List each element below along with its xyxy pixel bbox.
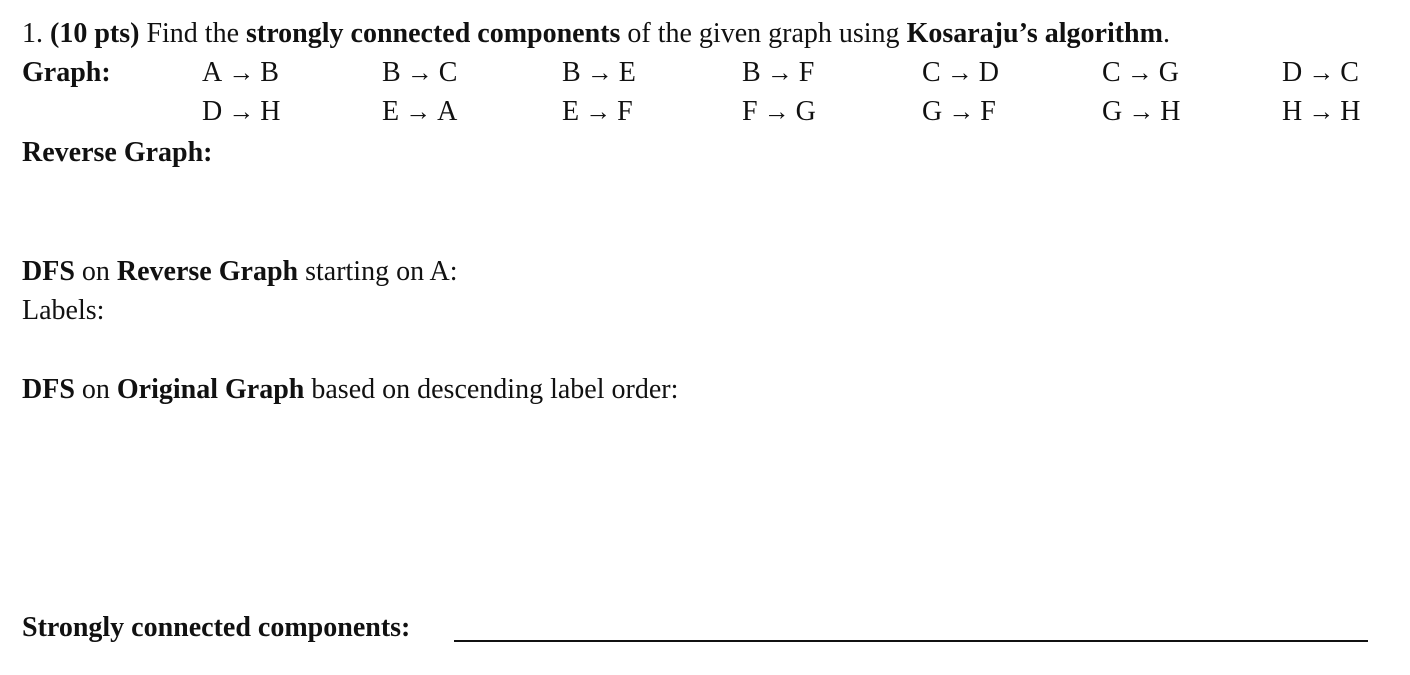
- right-arrow-icon: →: [406, 58, 433, 87]
- graph-edge: [382, 98, 457, 126]
- edge-source: B: [742, 57, 761, 88]
- right-arrow-icon: →: [1126, 58, 1153, 87]
- edge-target: E: [618, 57, 636, 88]
- right-arrow-icon: →: [1308, 58, 1335, 87]
- right-arrow-icon: →: [228, 58, 255, 87]
- dfs-original-text-order: based on descending label order:: [311, 374, 679, 405]
- question-text-1: Find the: [146, 18, 240, 49]
- edge-source: E: [382, 96, 400, 127]
- right-arrow-icon: →: [766, 58, 793, 87]
- graph-edge: [922, 98, 996, 126]
- dfs-reverse-term-dfs: DFS: [22, 256, 75, 287]
- edge-source: E: [562, 96, 580, 127]
- edge-target: F: [617, 96, 633, 127]
- graph-edge: [742, 59, 814, 87]
- graph-edge: [922, 59, 999, 87]
- graph-edge: [1102, 98, 1180, 126]
- question-points: (10 pts): [50, 18, 140, 49]
- question-term-scc: strongly connected components: [246, 18, 621, 49]
- edge-target: C: [438, 57, 458, 88]
- edge-source: D: [1282, 57, 1303, 88]
- question-term-kosaraju: Kosaraju’s algorithm: [906, 18, 1163, 49]
- edge-target: A: [437, 96, 458, 127]
- right-arrow-icon: →: [1128, 97, 1155, 126]
- right-arrow-icon: →: [585, 97, 612, 126]
- edge-source: D: [202, 96, 223, 127]
- graph-edge: [202, 59, 279, 87]
- right-arrow-icon: →: [405, 97, 432, 126]
- edge-source: C: [922, 57, 941, 88]
- edge-target: C: [1340, 57, 1359, 88]
- edge-source: F: [742, 96, 758, 127]
- right-arrow-icon: →: [228, 97, 255, 126]
- graph-edge: [562, 59, 636, 87]
- right-arrow-icon: →: [946, 58, 973, 87]
- question-line: [22, 20, 1170, 48]
- right-arrow-icon: →: [586, 58, 613, 87]
- graph-edge: [382, 59, 457, 87]
- graph-edge: [1282, 59, 1359, 87]
- edge-source: B: [382, 57, 401, 88]
- edge-source: H: [1282, 96, 1303, 127]
- dfs-original-term-dfs: DFS: [22, 374, 75, 405]
- question-period: .: [1162, 18, 1170, 49]
- edge-target: F: [798, 57, 815, 88]
- reverse-graph-label: Reverse Graph:: [22, 137, 213, 168]
- edge-source: G: [922, 96, 943, 127]
- edge-target: H: [1340, 96, 1361, 127]
- dfs-reverse-text-start: starting on A:: [305, 256, 458, 287]
- graph-edge: [202, 98, 280, 126]
- edge-target: H: [260, 96, 281, 127]
- edge-source: C: [1102, 57, 1121, 88]
- scc-answer-line[interactable]: [454, 640, 1368, 642]
- edge-target: G: [795, 96, 816, 127]
- edge-target: H: [1160, 96, 1181, 127]
- dfs-reverse-term-graph: Reverse Graph: [116, 256, 299, 287]
- edge-target: D: [978, 57, 999, 88]
- dfs-reverse-prompt: [22, 258, 458, 286]
- graph-edge: [742, 98, 816, 126]
- edge-target: B: [260, 57, 279, 88]
- dfs-reverse-text-on: on: [81, 256, 110, 287]
- dfs-original-prompt: [22, 376, 678, 404]
- graph-edge: [1102, 59, 1179, 87]
- right-arrow-icon: →: [948, 97, 975, 126]
- dfs-original-term-graph: Original Graph: [116, 374, 305, 405]
- graph-label: Graph:: [22, 57, 111, 88]
- right-arrow-icon: →: [1308, 97, 1335, 126]
- edge-source: B: [562, 57, 581, 88]
- labels-prompt: Labels:: [22, 295, 105, 326]
- edge-source: G: [1102, 96, 1123, 127]
- right-arrow-icon: →: [763, 97, 790, 126]
- edge-target: G: [1158, 57, 1179, 88]
- graph-edge: [562, 98, 633, 126]
- dfs-original-text-on: on: [81, 374, 110, 405]
- question-number: 1.: [22, 18, 43, 49]
- graph-edge: [1282, 98, 1360, 126]
- edge-target: F: [980, 96, 996, 127]
- scc-answer-label: Strongly connected components:: [22, 612, 411, 643]
- question-text-2: of the given graph using: [627, 18, 900, 49]
- edge-source: A: [202, 57, 223, 88]
